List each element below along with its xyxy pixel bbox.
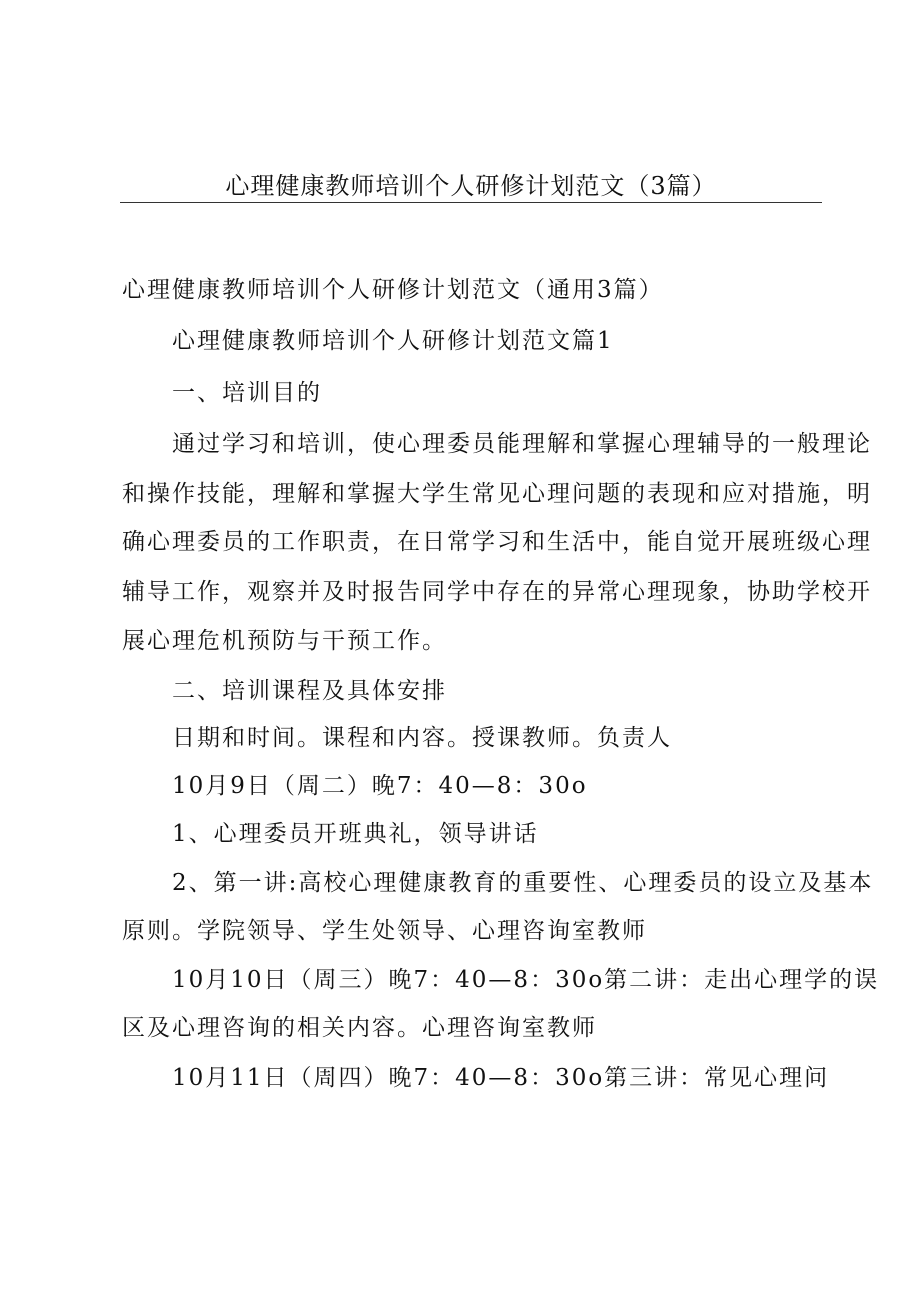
schedule-item-line: 区及心理咨询的相关内容。心理咨询室教师	[122, 1015, 597, 1041]
section-heading-part1: 心理健康教师培训个人研修计划范文篇1	[172, 328, 614, 354]
paragraph-line: 展心理危机预防与干预工作。	[122, 628, 447, 654]
paragraph-line: 和操作技能，理解和掌握大学生常见心理问题的表现和应对措施，明	[122, 481, 872, 507]
document-title: 心理健康教师培训个人研修计划范文（3篇）	[225, 172, 717, 200]
schedule-item-line: 原则。学院领导、学生处领导、心理咨询室教师	[122, 918, 647, 944]
heading-courses-schedule: 二、培训课程及具体安排	[172, 678, 447, 704]
paragraph-line: 确心理委员的工作职责，在日常学习和生活中，能自觉开展班级心理	[122, 529, 872, 555]
schedule-item-line: 1、心理委员开班典礼，领导讲话	[172, 821, 539, 847]
schedule-date-line: 10月11日（周四）晚7：40—8：30o第三讲：常见心理问	[172, 1065, 830, 1091]
schedule-date-line: 10月10日（周三）晚7：40—8：30o第二讲：走出心理学的误	[172, 967, 880, 993]
schedule-header-line: 日期和时间。课程和内容。授课教师。负责人	[172, 725, 672, 751]
title-underline	[120, 202, 822, 203]
paragraph-line: 辅导工作，观察并及时报告同学中存在的异常心理现象，协助学校开	[122, 579, 872, 605]
schedule-date-line: 10月9日（周二）晚7：40—8：30o	[172, 773, 588, 799]
schedule-item-line: 2、第一讲:高校心理健康教育的重要性、心理委员的设立及基本	[172, 870, 874, 896]
heading-training-purpose: 一、培训目的	[172, 380, 322, 406]
paragraph-line: 通过学习和培训，使心理委员能理解和掌握心理辅导的一般理论	[172, 431, 872, 457]
subtitle-line: 心理健康教师培训个人研修计划范文（通用3篇）	[122, 277, 664, 303]
